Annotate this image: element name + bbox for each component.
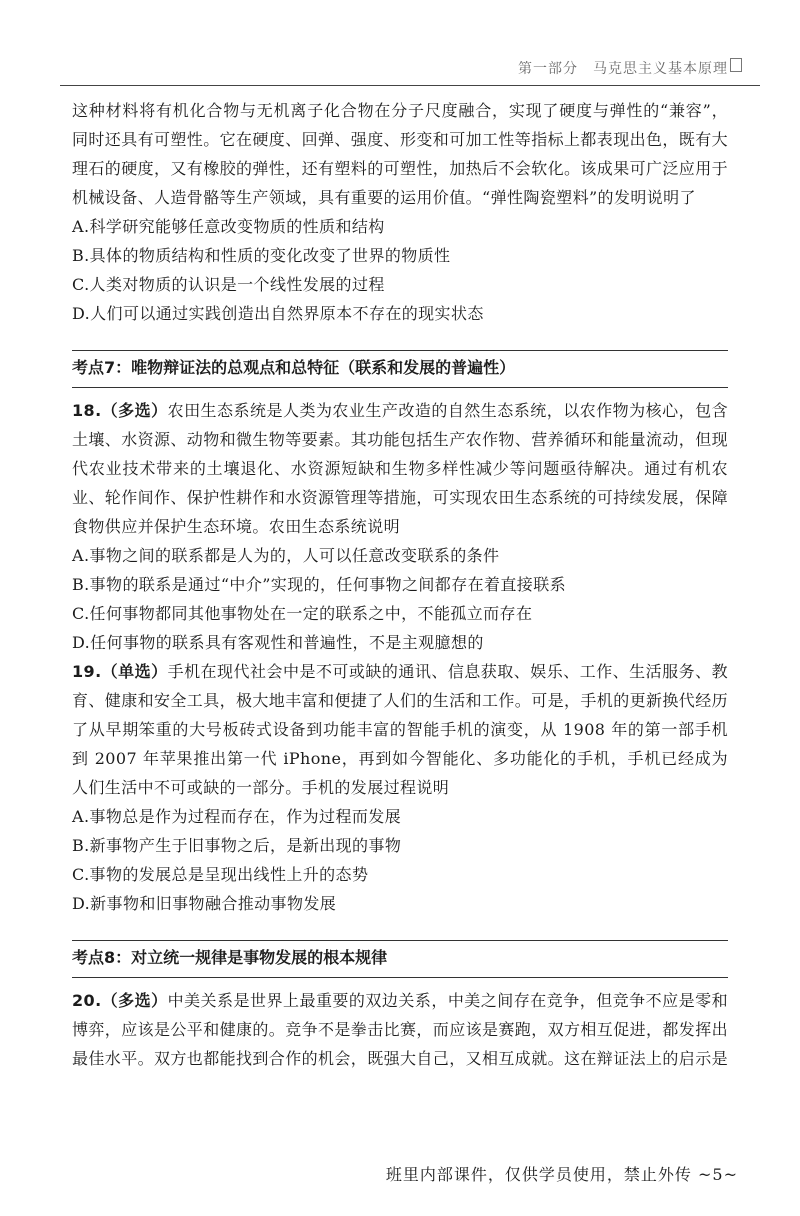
q17-stem: 这种材料将有机化合物与无机离子化合物在分子尺度融合，实现了硬度与弹性的“兼容”，同时还具有可塑性。它在硬度、回弹、强度、形变和可加工性等指标上都表现出色，既有大理石的硬度，又有橡胶的弹性，还有塑料的可塑性，加热后不会软化。该成果可广泛应用于机械设备、人造骨骼等生产领域，具有重要的运用价值。“弹性陶瓷塑料”的发明说明了 (72, 101, 729, 207)
q18-number: 18.（多选） (72, 401, 168, 420)
section-heading-8: 考点8：对立统一规律是事物发展的根本规律 (72, 940, 728, 978)
q20-number: 20.（多选） (72, 991, 168, 1010)
q19-text: 手机在现代社会中是不可或缺的通讯、信息获取、娱乐、工作、生活服务、教育、健康和安全工具，极大地丰富和便捷了人们的生活和工作。可是，手机的更新换代经历了从早期笨重的大号板砖式设备到功能丰富的智能手机的演变，从 1908 年的第一部手机到 2007 年苹果推出第一代 iPhone，再到如今智能化、多功能化的手机，手机已经成为人们生活中不可或缺的一部分。手机的发展过程说明 (72, 662, 729, 797)
page-mark-icon (730, 58, 742, 72)
q17-option-a: A.科学研究能够任意改变物质的性质和结构 (72, 217, 385, 236)
section-heading-7: 考点7：唯物辩证法的总观点和总特征（联系和发展的普遍性） (72, 350, 728, 388)
page-content (72, 96, 728, 1073)
q17-option-d: D.人们可以通过实践创造出自然界原本不存在的现实状态 (72, 304, 484, 323)
q19-stem (72, 657, 728, 802)
q17-option-b: B.具体的物质结构和性质的变化改变了世界的物质性 (72, 246, 451, 265)
header-rule (60, 85, 760, 86)
q18-option-c: C.任何事物都同其他事物处在一定的联系之中，不能孤立而存在 (72, 604, 533, 623)
q18-option-b: B.事物的联系是通过“中介”实现的，任何事物之间都存在着直接联系 (72, 575, 567, 594)
q18-text: 农田生态系统是人类为农业生产改造的自然生态系统，以农作物为核心，包含土壤、水资源、动物和微生物等要素。其功能包括生产农作物、营养循环和能量流动，但现代农业技术带来的土壤退化、水资源短缺和生物多样性减少等问题亟待解决。通过有机农业、轮作间作、保护性耕作和水资源管理等措施，可实现农田生态系统的可持续发展，保障食物供应并保护生态环境。农田生态系统说明 (72, 401, 729, 536)
q20-stem (72, 986, 728, 1073)
q19-option-c: C.事物的发展总是呈现出线性上升的态势 (72, 865, 369, 884)
q17-option-c: C.人类对物质的认识是一个线性发展的过程 (72, 275, 385, 294)
q19-option-d: D.新事物和旧事物融合推动事物发展 (72, 894, 337, 913)
q18-option-a: A.事物之间的联系都是人为的，人可以任意改变联系的条件 (72, 546, 500, 565)
running-header: 第一部分 马克思主义基本原理 (518, 61, 728, 77)
page-footer: 班里内部课件，仅供学员使用，禁止外传 ~5~ (385, 1165, 738, 1184)
q19-option-b: B.新事物产生于旧事物之后，是新出现的事物 (72, 836, 402, 855)
q18-option-d: D.任何事物的联系具有客观性和普遍性，不是主观臆想的 (72, 633, 484, 652)
q19-option-a: A.事物总是作为过程而存在，作为过程而发展 (72, 807, 402, 826)
q20-text: 中美关系是世界上最重要的双边关系，中美之间存在竞争，但竞争不应是零和博弈，应该是公平和健康的。竞争不是拳击比赛，而应该是赛跑，双方相互促进，都发挥出最佳水平。双方也都能找到合作的机会，既强大自己，又相互成就。这在辩证法上的启示是 (72, 991, 729, 1068)
q19-number: 19.（单选） (72, 662, 168, 681)
q18-stem (72, 396, 728, 541)
